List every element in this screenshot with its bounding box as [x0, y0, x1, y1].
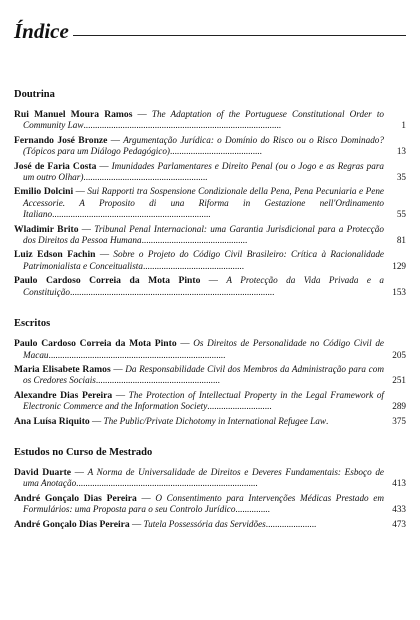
entry-page-number: 153 — [392, 286, 406, 297]
entry-author: André Gonçalo Dias Pereira — [14, 492, 137, 504]
entry-separator: — — [176, 338, 194, 349]
section-heading: Estudos no Curso de Mestrado — [14, 446, 153, 458]
entry-author: Emilio Dolcini — [14, 186, 74, 198]
toc-entry[interactable] — [14, 519, 406, 530]
entry-text — [14, 338, 390, 361]
entry-text — [14, 249, 390, 272]
entry-dot-leader: ............................................................................. — [48, 349, 226, 360]
entry-page-number: 13 — [396, 146, 406, 157]
entry-separator: — — [71, 466, 88, 477]
title-row — [14, 14, 406, 48]
entry-dot-leader: ............................................................................... — [76, 478, 258, 489]
section-heading: Doutrina — [14, 89, 55, 100]
entry-text — [14, 135, 390, 158]
entry-dot-leader: .............................................. — [141, 235, 248, 246]
page-title: Índice — [14, 18, 69, 43]
entry-title: Sui Rapporti tra Sospensione Condizionale della Pena, Pena Pecuniaria e Pene Accessorie. A Proposito di una Riforma in Gestazione nell'Ordinamento Italiano — [23, 186, 384, 220]
entry-title: Imunidades Parlamentares e Direito Penal (ou o Jogo e as Regras para um outro Olhar) — [23, 160, 384, 183]
entry-text — [14, 364, 390, 387]
entry-title: Tutela Possessória das Servidões — [143, 518, 266, 529]
toc-entry[interactable] — [14, 493, 406, 516]
entry-title: Os Direitos de Personalidade no Código Civil de Macau — [23, 338, 384, 360]
entry-author: Paulo Cardoso Correia da Mota Pinto — [14, 275, 201, 287]
entry-separator: — — [136, 492, 156, 503]
toc-entry[interactable] — [14, 135, 406, 158]
entry-author: Ana Luísa Riquito — [14, 415, 90, 427]
toc-entry[interactable] — [14, 364, 406, 387]
entry-author: Rui Manuel Moura Ramos — [14, 109, 133, 120]
entry-title: The Adaptation of the Portuguese Constitutional Order to Community Law — [23, 109, 384, 131]
entry-title: O Consentimento para Intervenções Médicas Prestado em Formulários: uma Proposta para o seu Controlo Jurídico — [23, 492, 385, 515]
sections-container — [14, 89, 406, 530]
toc-entry[interactable] — [14, 109, 406, 132]
entry-dot-leader: ......................................................................................... — [69, 286, 275, 297]
index-page — [14, 14, 406, 533]
entry-author: Maria Elisabete Ramos — [14, 363, 111, 375]
entry-text — [14, 519, 390, 530]
entry-dot-leader: ...................................................... — [95, 375, 220, 386]
entry-page-number: 1 — [401, 120, 406, 131]
entry-title: The Public/Private Dichotomy in International Refugee Law — [103, 415, 327, 426]
entry-separator: — — [110, 363, 126, 374]
entry-title: The Protection of Intellectual Property in the Legal Framework of Electronic Commerce and the Information Society — [23, 389, 384, 412]
section-heading: Escritos — [14, 318, 51, 330]
entry-separator: — — [107, 134, 124, 145]
entry-page-number: 433 — [392, 504, 406, 515]
entry-text — [14, 186, 390, 220]
entry-text — [14, 467, 390, 490]
entry-separator: — — [112, 389, 129, 400]
entry-separator: — — [89, 415, 104, 426]
entry-text — [14, 161, 390, 184]
entry-dot-leader: ...................... — [265, 518, 317, 529]
entry-page-number: 81 — [396, 235, 406, 246]
toc-entry[interactable] — [14, 390, 406, 413]
entry-text — [14, 275, 390, 298]
entry-separator: — — [73, 186, 88, 197]
title-rule — [73, 35, 406, 36]
entry-author: André Gonçalo Dias Pereira — [14, 518, 130, 530]
entry-separator: — — [78, 223, 95, 234]
entry-page-number: 205 — [392, 349, 406, 360]
entry-dot-leader: . — [326, 415, 329, 426]
entry-title: Tribunal Penal Internacional: uma Garantia Jurisdicional para a Protecção dos Direitos da Pessoa Humana — [23, 223, 384, 246]
entry-page-number: 129 — [392, 260, 406, 271]
entry-page-number: 375 — [392, 415, 406, 426]
toc-entry[interactable] — [14, 186, 406, 220]
entry-separator: — — [95, 249, 114, 260]
entry-text — [14, 416, 390, 427]
entry-dot-leader: ............................................ — [142, 260, 245, 271]
entry-separator: — — [96, 160, 112, 171]
toc-entry[interactable] — [14, 467, 406, 490]
entry-separator: — — [132, 109, 152, 119]
entry-dot-leader: ............... — [235, 504, 270, 515]
entry-page-number: 35 — [396, 172, 406, 183]
entry-page-number: 289 — [392, 401, 406, 412]
entry-text — [14, 224, 390, 247]
entry-title: Da Responsabilidade Civil dos Membros da Administração para com os Credores Sociais — [23, 363, 384, 386]
section — [14, 318, 406, 427]
toc-entry[interactable] — [14, 275, 406, 298]
entry-title: A Protecção da Vida Privada e a Constituição — [23, 275, 384, 297]
entry-title: Argumentação Jurídica: o Domínio do Risco ou o Risco Dominado? (Tópicos para um Diálogo Pedagógico) — [23, 134, 384, 157]
entry-page-number: 413 — [392, 478, 406, 489]
toc-entry[interactable] — [14, 338, 406, 361]
entry-author: Wladimir Brito — [14, 223, 79, 235]
toc-entry[interactable] — [14, 249, 406, 272]
section — [14, 89, 406, 298]
entry-page-number: 251 — [392, 375, 406, 386]
toc-entry[interactable] — [14, 416, 406, 427]
entry-author: José de Faria Costa — [14, 160, 97, 172]
entry-dot-leader: ........................................ — [170, 146, 262, 157]
entry-dot-leader: ..................................................................... — [52, 209, 211, 220]
entry-author: Fernando José Bronze — [14, 134, 108, 146]
section — [14, 447, 406, 530]
entry-dot-leader: ...................................................... — [83, 172, 208, 183]
toc-entry[interactable] — [14, 161, 406, 184]
entry-author: Luiz Edson Fachin — [14, 249, 96, 261]
entry-title: A Norma de Universalidade de Direitos e Deveres Fundamentais: Esboço de uma Anotação — [23, 466, 385, 489]
entry-page-number: 55 — [396, 209, 406, 220]
toc-entry[interactable] — [14, 224, 406, 247]
entry-page-number: 473 — [392, 518, 406, 529]
entry-dot-leader: ...................................................................................... — [83, 120, 282, 131]
entry-text — [14, 390, 390, 413]
entry-text — [14, 109, 390, 132]
entry-dot-leader: ............................ — [207, 401, 272, 412]
entry-author: David Duarte — [14, 466, 72, 478]
entry-author: Paulo Cardoso Correia da Mota Pinto — [14, 338, 177, 350]
entry-title: Sobre o Projeto do Código Civil Brasileiro: Crítica à Racionalidade Patrimonialista e Conceitualista — [23, 249, 385, 271]
entry-separator: — — [200, 275, 227, 286]
entry-separator: — — [129, 518, 144, 529]
entry-text — [14, 493, 390, 516]
entry-author: Alexandre Dias Pereira — [14, 389, 113, 401]
